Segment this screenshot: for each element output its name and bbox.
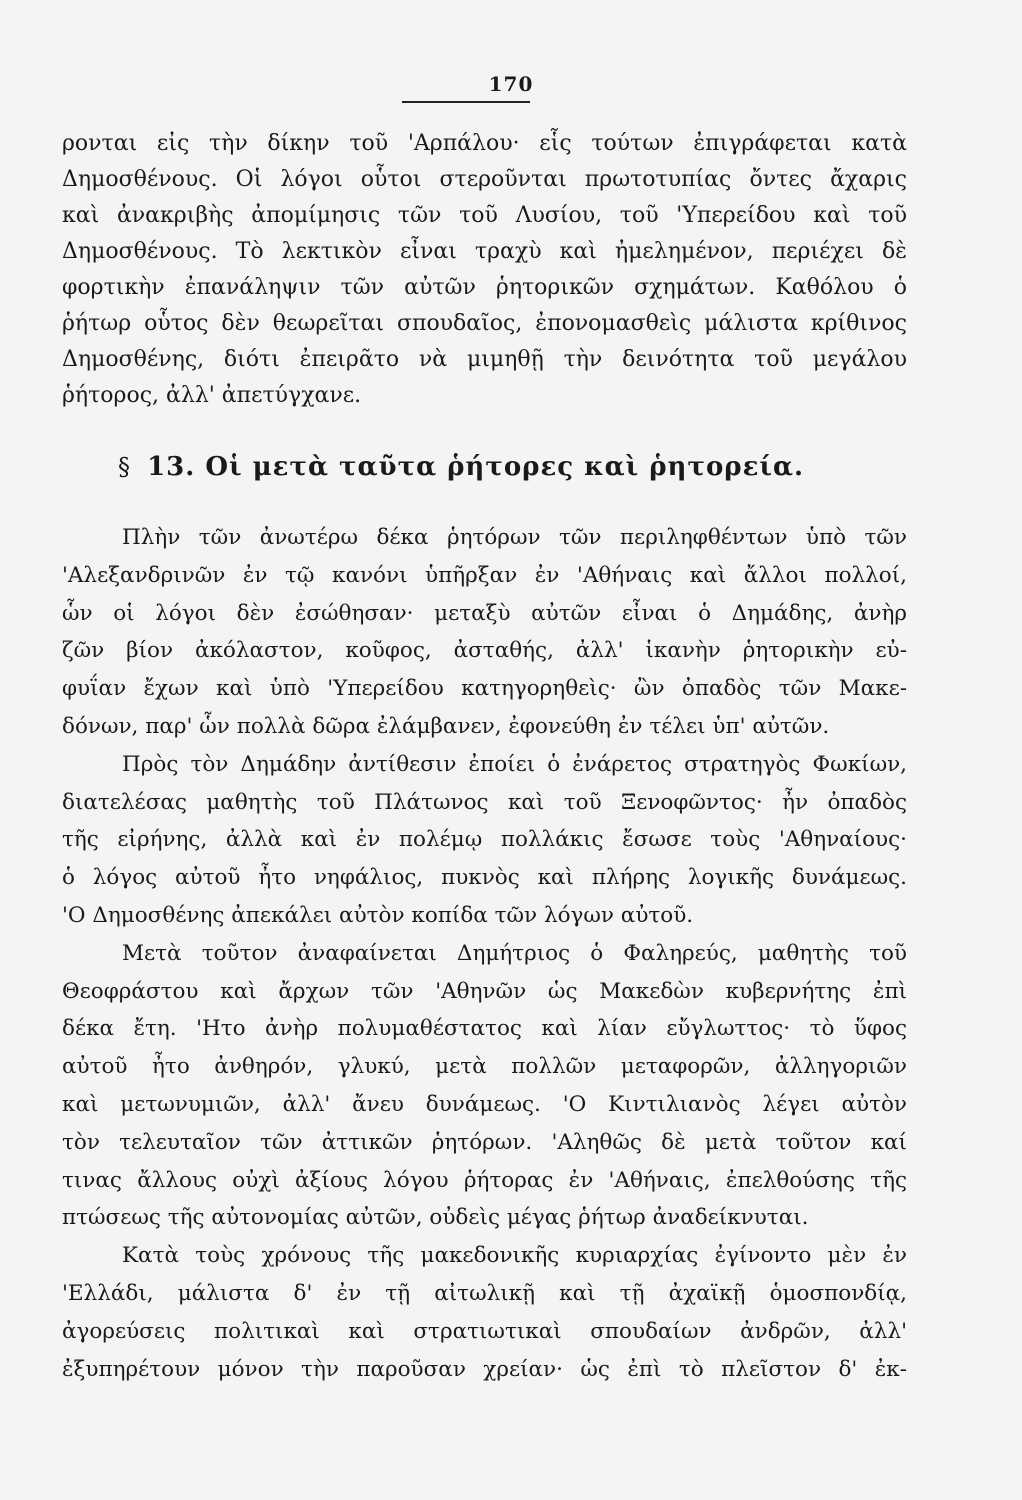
text-line: δέκα ἔτη. 'Ητο ἀνὴρ πολυμαθέστατος καὶ λίαν εὔγλωττος· τὸ ὕφος: [62, 1016, 907, 1042]
page-number-rule: [402, 101, 530, 103]
section-heading: [118, 452, 938, 482]
text-line: ἐξυπηρέτουν μόνον τὴν παροῦσαν χρείαν· ὡς ἐπὶ τὸ πλεῖστον δ' ἐκ-: [62, 1356, 907, 1382]
text-line: Δημοσθένης, διότι ἐπειρᾶτο νὰ μιμηθῇ τὴν δεινότητα τοῦ μεγάλου: [62, 347, 907, 372]
text-line: ἀγορεύσεις πολιτικαὶ καὶ στρατιωτικαὶ σπουδαίων ἀνδρῶν, ἀλλ': [62, 1318, 907, 1344]
section-title: Οἱ μετὰ ταῦτα ῥήτορες καὶ ῥητορεία.: [205, 452, 805, 482]
section-body: [62, 519, 907, 1388]
text-line: διατελέσας μαθητὴς τοῦ Πλάτωνος καὶ τοῦ Ξενοφῶντος· ἦν ὀπαδὸς: [62, 789, 907, 815]
text-line: φορτικὴν ἐπανάληψιν τῶν αὐτῶν ῥητορικῶν σχημάτων. Καθόλου ὁ: [62, 275, 907, 300]
text-line: δόνων, παρ' ὧν πολλὰ δῶρα ἐλάμβανεν, ἐφονεύθη ἐν τέλει ὑπ' αὐτῶν.: [62, 713, 830, 739]
text-line: ζῶν βίον ἀκόλαστον, κοῦφος, ἀσταθής, ἀλλ' ἱκανὴν ῥητορικὴν εὐ-: [62, 638, 907, 664]
text-line: φυΐαν ἔχων καὶ ὑπὸ 'Υπερείδου κατηγορηθεὶς· ὢν ὀπαδὸς τῶν Μακε-: [62, 676, 907, 702]
text-line: Κατὰ τοὺς χρόνους τῆς μακεδονικῆς κυριαρχίας ἐγίνοντο μὲν ἐν: [122, 1243, 907, 1269]
text-line: ῥήτορος, ἀλλ' ἀπετύγχανε.: [62, 383, 362, 408]
text-line: 'Αλεξανδρινῶν ἐν τῷ κανόνι ὑπῆρξαν ἐν 'Αθήναις καὶ ἄλλοι πολλοί,: [62, 562, 907, 588]
text-line: καὶ μετωνυμιῶν, ἀλλ' ἄνευ δυνάμεως. 'Ο Κιντιλιανὸς λέγει αὐτὸν: [62, 1091, 907, 1117]
section-mark: §: [118, 453, 131, 481]
text-line: πτώσεως τῆς αὐτονομίας αὐτῶν, οὐδεὶς μέγας ῥήτωρ ἀναδείκνυται.: [62, 1205, 809, 1231]
text-line: καὶ ἀνακριβὴς ἀπομίμησις τῶν τοῦ Λυσίου, τοῦ 'Υπερείδου καὶ τοῦ: [62, 203, 907, 228]
text-line: Πρὸς τὸν Δημάδην ἀντίθεσιν ἐποίει ὁ ἐνάρετος στρατηγὸς Φωκίων,: [122, 751, 907, 777]
text-line: τινας ἄλλους οὐχὶ ἀξίους λόγου ῥήτορας ἐν 'Αθήναις, ἐπελθούσης τῆς: [62, 1167, 907, 1193]
text-line: ὧν οἱ λόγοι δὲν ἐσώθησαν· μεταξὺ αὐτῶν εἶναι ὁ Δημάδης, ἀνὴρ: [62, 600, 907, 626]
paragraph-continued: [62, 126, 907, 414]
text-line: Δημοσθένους. Τὸ λεκτικὸν εἶναι τραχὺ καὶ ἠμελημένον, περιέχει δὲ: [62, 239, 907, 264]
text-line: 'Ελλάδι, μάλιστα δ' ἐν τῇ αἰτωλικῇ καὶ τῇ ἀχαϊκῇ ὁμοσπονδίᾳ,: [62, 1280, 907, 1306]
page-number: 170: [488, 72, 534, 96]
text-line: ρονται εἰς τὴν δίκην τοῦ 'Αρπάλου· εἷς τούτων ἐπιγράφεται κατὰ: [62, 131, 907, 156]
text-line: ῥήτωρ οὗτος δὲν θεωρεῖται σπουδαῖος, ἐπονομασθεὶς μάλιστα κρίθινος: [62, 311, 907, 336]
text-line: ὁ λόγος αὐτοῦ ἦτο νηφάλιος, πυκνὸς καὶ πλήρης λογικῆς δυνάμεως.: [62, 865, 907, 891]
text-line: Πλὴν τῶν ἀνωτέρω δέκα ῥητόρων τῶν περιληφθέντων ὑπὸ τῶν: [122, 525, 907, 550]
section-number: 13.: [147, 452, 196, 482]
text-line: τὸν τελευταῖον τῶν ἀττικῶν ῥητόρων. 'Αληθῶς δὲ μετὰ τοῦτον καί: [62, 1129, 907, 1155]
text-line: Θεοφράστου καὶ ἄρχων τῶν 'Αθηνῶν ὡς Μακεδὼν κυβερνήτης ἐπὶ: [62, 978, 907, 1004]
text-line: τῆς εἰρήνης, ἀλλὰ καὶ ἐν πολέμῳ πολλάκις ἔσωσε τοὺς 'Αθηναίους·: [62, 827, 907, 853]
text-line: Δημοσθένους. Οἱ λόγοι οὗτοι στεροῦνται πρωτοτυπίας ὄντες ἄχαρις: [62, 167, 907, 192]
text-line: 'Ο Δημοσθένης ἀπεκάλει αὐτὸν κοπίδα τῶν λόγων αὐτοῦ.: [62, 902, 694, 928]
text-line: Μετὰ τοῦτον ἀναφαίνεται Δημήτριος ὁ Φαληρεύς, μαθητὴς τοῦ: [122, 940, 907, 966]
text-line: αὐτοῦ ἦτο ἀνθηρόν, γλυκύ, μετὰ πολλῶν μεταφορῶν, ἀλληγοριῶν: [62, 1054, 907, 1080]
